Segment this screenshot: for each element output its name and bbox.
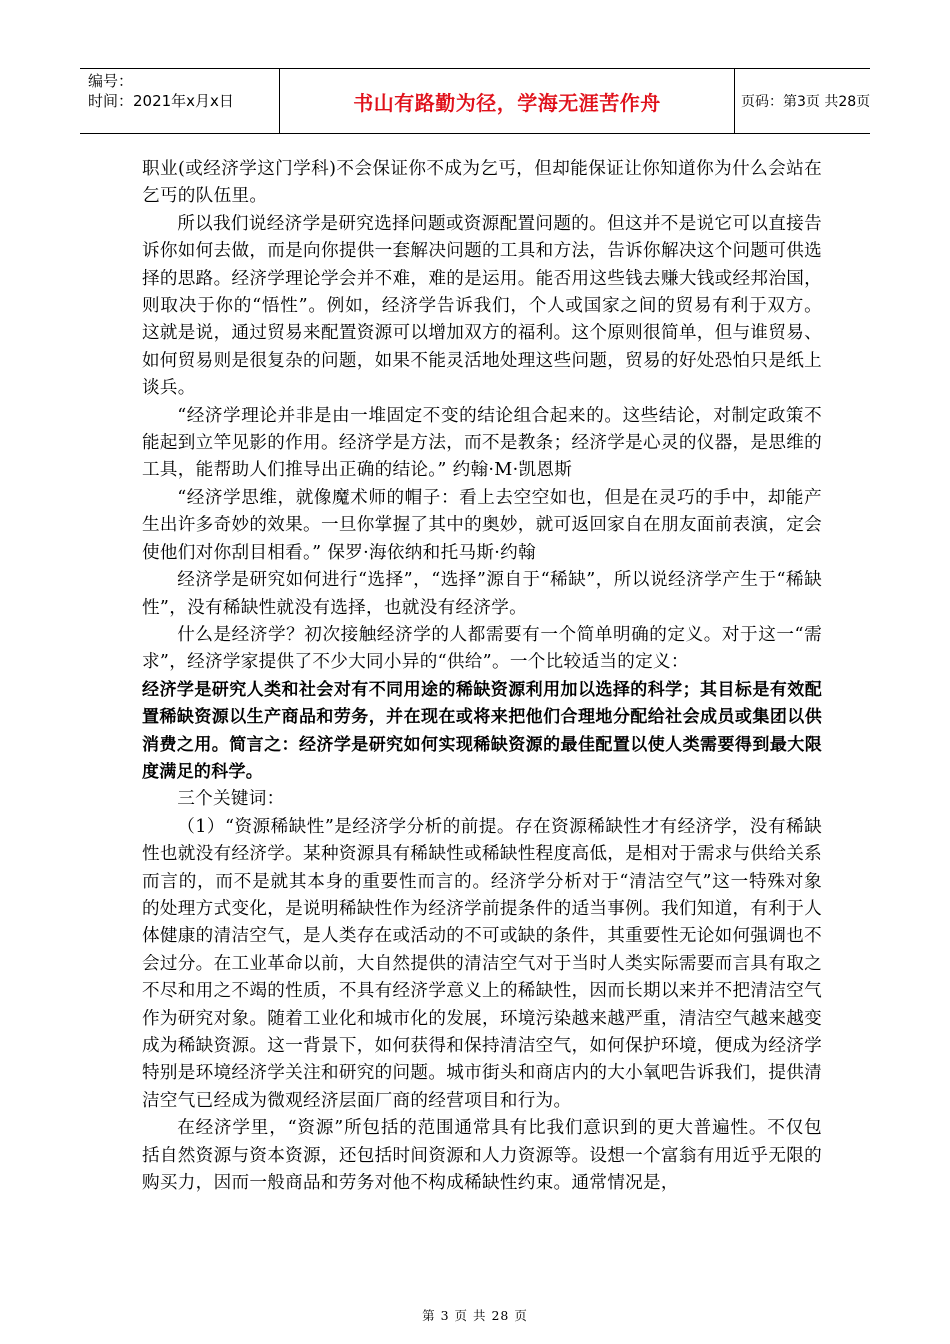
paragraph: （1）“资源稀缺性”是经济学分析的前提。存在资源稀缺性才有经济学，没有稀缺性也就没有经济学。某种资源具有稀缺性或稀缺性程度高低，是相对于需求与供给关系而言的，而不是就其本身的重要性而言的。经济学分析对于“清洁空气”这一特殊对象的处理方式变化，是说明稀缺性作为经济学前提条件的适当事例。我们知道，有利于人体健康的清洁空气，是人类存在或活动的不可或缺的条件，其重要性无论如何强调也不会过分。在工业革命以前，大自然提供的清洁空气对于当时人类实际需要而言具有取之不尽和用之不竭的性质，不具有经济学意义上的稀缺性，因而长期以来并不把清洁空气作为研究对象。随着工业化和城市化的发展，环境污染越来越严重，清洁空气越来越变成为稀缺资源。这一背景下，如何获得和保持清洁空气，如何保护环境，便成为经济学特别是环境经济学关注和研究的问题。城市街头和商店内的大小氧吧告诉我们，提供清洁空气已经成为微观经济层面厂商的经营项目和行为。 (142, 816, 822, 1111)
footer-page-number: 第 3 页 共 28 页 (422, 1308, 528, 1323)
quote-keynes: “经济学理论并非是由一堆固定不变的结论组合起来的。这些结论，对制定政策不能起到立竿见影的作用。经济学是方法，而不是教条；经济学是心灵的仪器，是思维的工具，能帮助人们推导出正确的结论。” 约翰·M·凯恩斯 (142, 405, 822, 481)
page-label: 页码：第3页 共28页 (741, 94, 871, 110)
time-label: 时间：2021年x月x日 (88, 92, 234, 110)
paragraph: 三个关键词： (177, 789, 285, 810)
paragraph: 所以我们说经济学是研究选择问题或资源配置问题的。但这并不是说它可以直接告诉你如何去做，而是向你提供一套解决问题的工具和方法，告诉你解决这个问题可供选择的思路。经济学理论学会并不难，难的是运用。能否用这些钱去赚大钱或经邦治国，则取决于你的“悟性”。例如，经济学告诉我们，个人或国家之间的贸易有利于双方。这就是说，通过贸易来配置资源可以增加双方的福利。这个原则很简单，但与谁贸易、如何贸易则是很复杂的问题，如果不能灵活地处理这些问题，贸易的好处恐怕只是纸上谈兵。 (142, 213, 822, 399)
paragraph: 经济学是研究如何进行“选择”，“选择”源自于“稀缺”，所以说经济学产生于“稀缺性”，没有稀缺性就没有选择，也就没有经济学。 (142, 570, 822, 618)
definition-bold: 经济学是研究人类和社会对有不同用途的稀缺资源利用加以选择的科学；其目标是有效配置稀缺资源以生产商品和劳务，并在现在或将来把他们合理地分配给社会成员或集团以供消费之用。简言之：经济学是研究如何实现稀缺资源的最佳配置以使人类需要得到最大限度满足的科学。 (142, 679, 822, 782)
number-label: 编号： (88, 72, 134, 90)
header-meta (80, 69, 280, 133)
document-body (142, 156, 822, 1197)
paragraph: 什么是经济学？初次接触经济学的人都需要有一个简单明确的定义。对于这一“需求”，经济学家提供了不少大同小异的“供给”。一个比较适当的定义： (142, 624, 822, 673)
motto: 书山有路勤为径，学海无涯苦作舟 (353, 90, 661, 115)
header-motto-cell (280, 69, 735, 133)
paragraph: 在经济学里，“资源”所包括的范围通常具有比我们意识到的更大普遍性。不仅包括自然资源与资本资源，还包括时间资源和人力资源等。设想一个富翁有用近乎无限的购买力，因而一般商品和劳务对他不构成稀缺性约束。通常情况是， (142, 1118, 822, 1194)
paragraph: 职业(或经济学这门学科)不会保证你不成为乞丐，但却能保证让你知道你为什么会站在乞丐的队伍里。 (142, 159, 822, 207)
quote-heyne: “经济学思维，就像魔术师的帽子：看上去空空如也，但是在灵巧的手中，却能产生出许多奇妙的效果。一旦你掌握了其中的奥妙，就可返回家自在朋友面前表演，定会使他们对你刮目相看。” 保罗·海依纳和托马斯·约翰 (142, 487, 822, 563)
header-page-cell (735, 69, 870, 133)
page-header (80, 68, 870, 134)
page-footer (0, 1306, 950, 1324)
